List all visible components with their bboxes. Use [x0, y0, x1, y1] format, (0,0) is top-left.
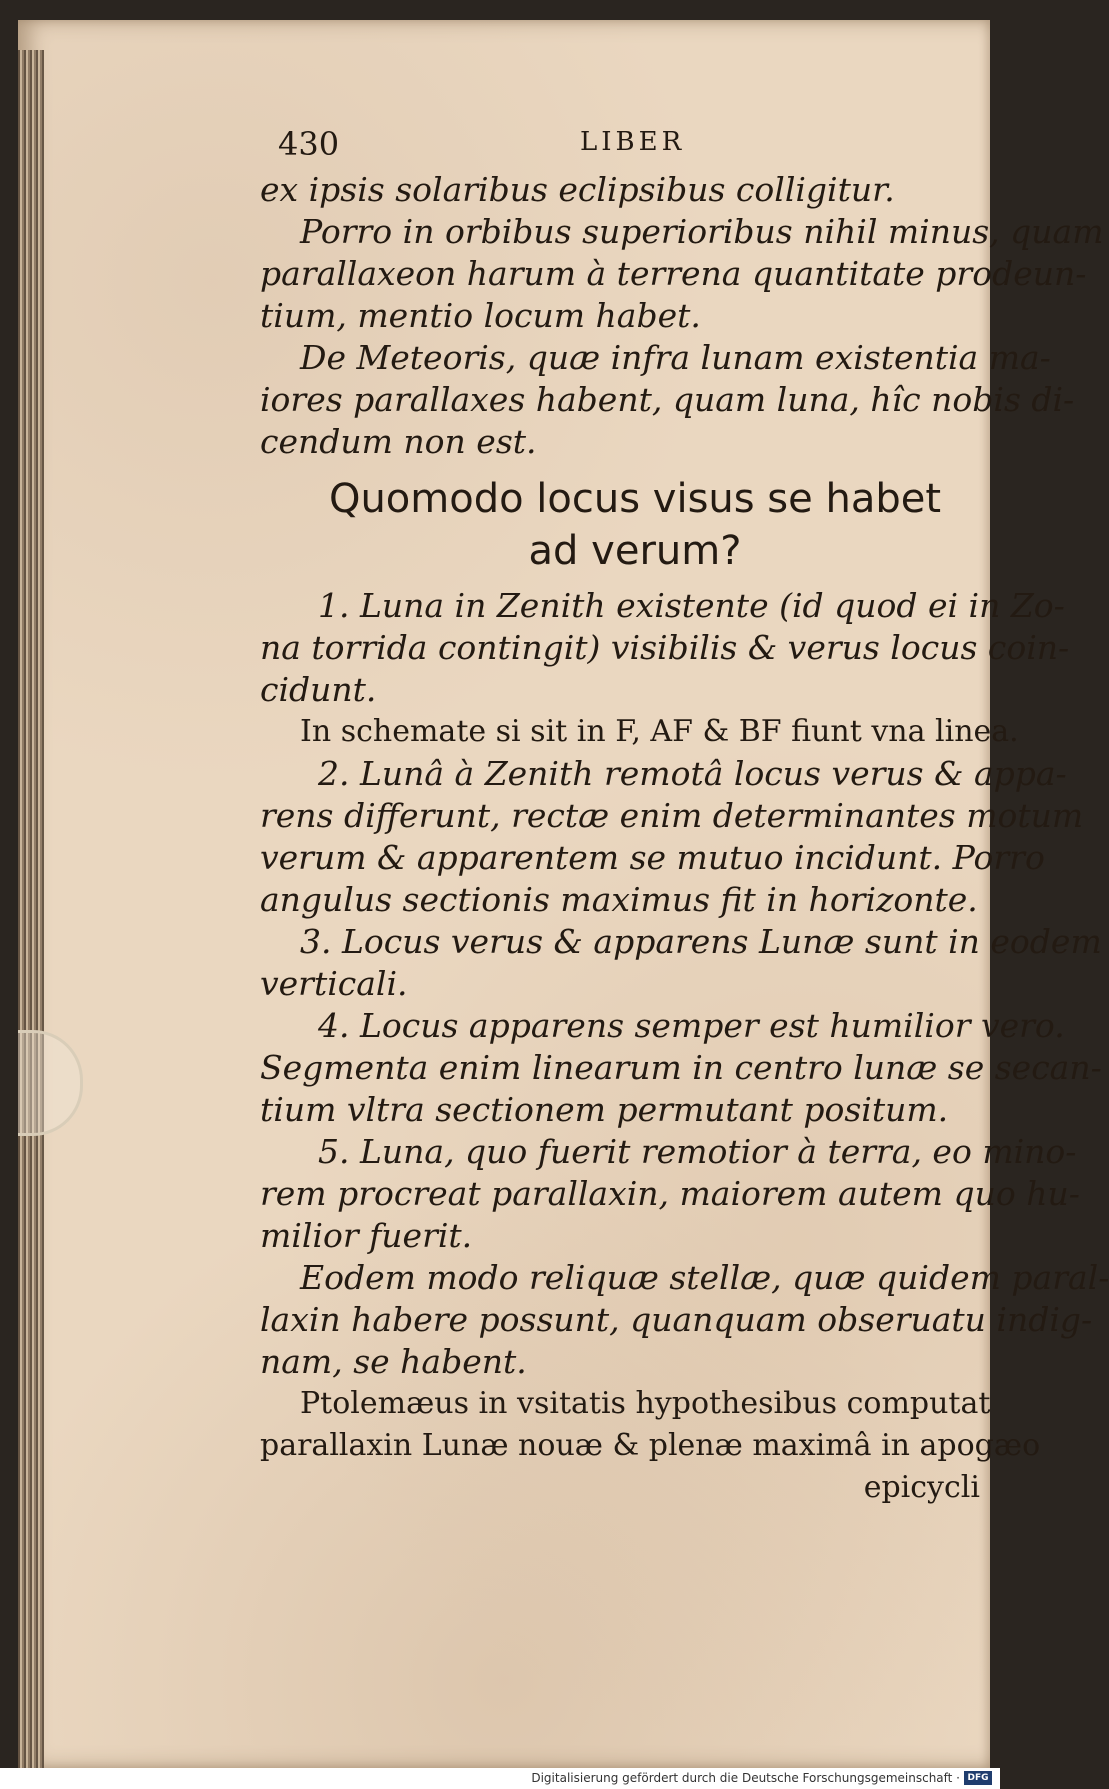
digitization-footer [0, 1768, 1000, 1789]
ptolemaeus-line: Ptolemæus in vsitatis hypothesibus computat [300, 1386, 991, 1421]
item-4-line: Segmenta enim linearum in centro lunæ se secan- [260, 1048, 1102, 1087]
page-header [260, 125, 990, 169]
text-line: iores parallaxes habent, quam luna, hîc nobis di- [260, 380, 1075, 419]
dfg-logo-icon: DFG [964, 1771, 992, 1785]
page-text-block [260, 125, 1109, 1509]
page-number: 430 [278, 125, 340, 163]
item-2-line: rens differunt, rectæ enim determinantes motum [260, 796, 1084, 835]
text-line: cendum non est. [260, 422, 537, 461]
item-4-line: tium vltra sectionem permutant positum. [260, 1090, 949, 1129]
book-page [18, 20, 1109, 1768]
page-clip [18, 1030, 83, 1136]
item-1-line: 1. Luna in Zenith existente (id quod ei in Zo- [318, 586, 1065, 625]
item-3-line: verticali. [260, 964, 408, 1003]
item-3-line: 3. Locus verus & apparens Lunæ sunt in eodem [300, 922, 1102, 961]
item-2-line: angulus sectionis maximus fit in horizonte. [260, 880, 978, 919]
text-line: tium, mentio locum habet. [260, 296, 701, 335]
item-2-line: 2. Lunâ à Zenith remotâ locus verus & appa- [318, 754, 1067, 793]
eodem-line: nam, se habent. [260, 1342, 527, 1381]
eodem-line: laxin habere possunt, quanquam obseruatu indig- [260, 1300, 1093, 1339]
eodem-line: Eodem modo reliquæ stellæ, quæ quidem paral- [300, 1258, 1109, 1297]
item-4-line: 4. Locus apparens semper est humilior vero. [318, 1006, 1065, 1045]
item-5-line: milior fuerit. [260, 1216, 473, 1255]
item-1-line: cidunt. [260, 670, 377, 709]
schema-note: In schemate si sit in F, AF & BF fiunt vna linea. [300, 714, 1019, 749]
text-line: parallaxeon harum à terrena quantitate prodeun- [260, 254, 1087, 293]
text-line: De Meteoris, quæ infra lunam existentia ma- [300, 338, 1051, 377]
catchword: epicycli [863, 1470, 980, 1505]
item-1-line: na torrida contingit) visibilis & verus locus coin- [260, 628, 1070, 667]
item-2-line: verum & apparentem se mutuo incidunt. Porro [260, 838, 1045, 877]
book-binding [18, 50, 44, 1770]
item-5-line: 5. Luna, quo fuerit remotior à terra, eo mino- [318, 1132, 1077, 1171]
ptolemaeus-line: parallaxin Lunæ nouæ & plenæ maximâ in apogæo [260, 1428, 1041, 1463]
text-line: ex ipsis solaribus eclipsibus colligitur. [260, 170, 895, 209]
running-head: LIBER [580, 127, 686, 157]
item-5-line: rem procreat parallaxin, maiorem autem quo hu- [260, 1174, 1080, 1213]
section-heading-line-1: Quomodo locus visus se habet [328, 476, 942, 522]
footer-credit: Digitalisierung gefördert durch die Deutsche Forschungsgemeinschaft · [531, 1771, 960, 1785]
text-line: Porro in orbibus superioribus nihil minus, quam [300, 212, 1104, 251]
section-heading-line-2: ad verum? [528, 528, 742, 574]
